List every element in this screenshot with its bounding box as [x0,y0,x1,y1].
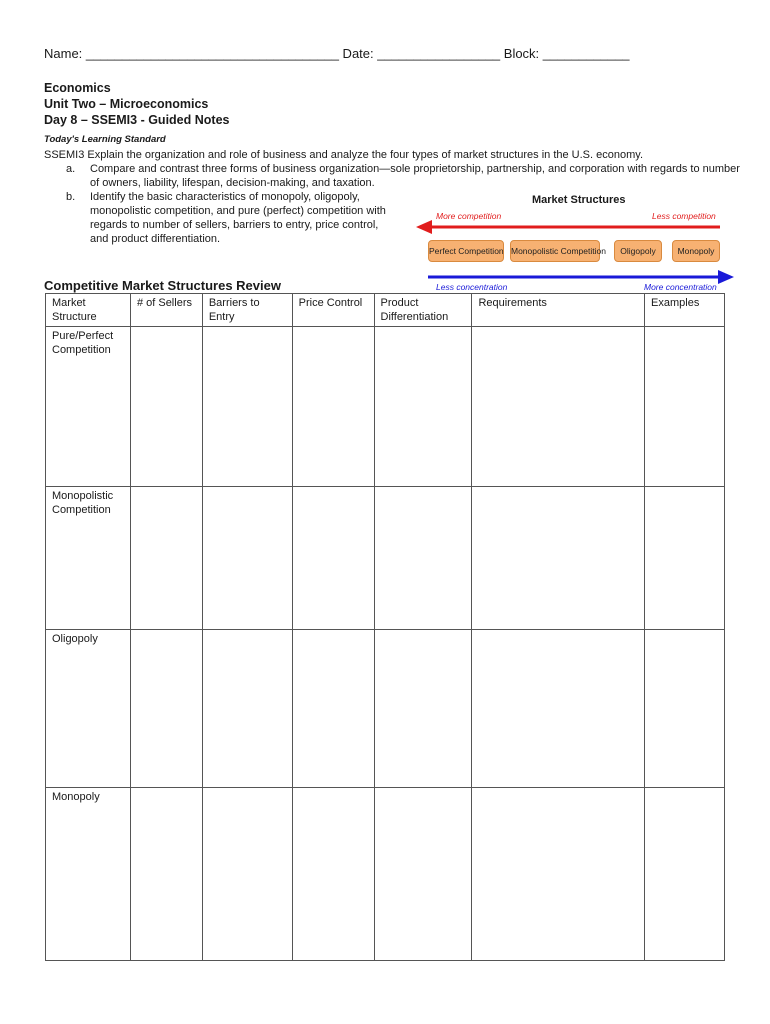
table-cell[interactable] [472,630,645,788]
table-row [46,487,725,630]
list-marker: b. [66,191,76,203]
table-row [46,630,725,788]
diagram-title: Market Structures [532,194,626,206]
table-cell[interactable] [130,327,202,487]
day-title: Day 8 – SSEMI3 - Guided Notes [44,113,230,127]
table-cell[interactable] [472,487,645,630]
table-cell[interactable] [292,630,374,788]
red-arrow-icon [416,220,726,234]
unit-title: Unit Two – Microeconomics [44,97,209,111]
less-competition-label: Less competition [652,211,716,221]
table-cell[interactable] [374,788,472,961]
table-cell[interactable] [202,788,292,961]
standard-heading: Today's Learning Standard [44,134,166,145]
box-oligopoly: Oligopoly [614,240,662,262]
column-header: Product Differentiation [374,294,472,327]
table-cell[interactable] [202,630,292,788]
table-cell[interactable] [202,487,292,630]
table-row [46,788,725,961]
table-cell[interactable] [374,327,472,487]
review-title: Competitive Market Structures Review [44,278,281,293]
table-cell[interactable] [130,487,202,630]
table-cell[interactable] [292,788,374,961]
review-table [45,293,725,961]
table-row [46,327,725,487]
list-item [66,162,745,190]
list-marker: a. [66,163,76,175]
row-label: Pure/Perfect Competition [46,327,131,487]
column-header: Examples [645,294,725,327]
table-cell[interactable] [202,327,292,487]
box-perfect-competition: Perfect Competition [428,240,504,262]
box-monopoly: Monopoly [672,240,720,262]
list-item [66,190,390,246]
standard-text: SSEMI3 Explain the organization and role of business and analyze the four types of market structures in the U.S. economy. [44,149,644,161]
table-cell[interactable] [645,630,725,788]
name-date-block-line[interactable]: Name: ___________________________________ Date: _________________ Block: ____________ [44,46,630,61]
row-label: Monopolistic Competition [46,487,131,630]
table-header-row [46,294,725,327]
more-concentration-label: More concentration [644,282,717,292]
table-cell[interactable] [472,788,645,961]
title-block [44,80,229,128]
column-header: Barriers to Entry [202,294,292,327]
table-cell[interactable] [472,327,645,487]
box-monopolistic-competition: Monopolistic Competition [510,240,600,262]
table-cell[interactable] [292,327,374,487]
more-competition-label: More competition [436,211,502,221]
market-structures-diagram [416,192,736,292]
course-title: Economics [44,81,111,95]
column-header: Market Structure [46,294,131,327]
row-label: Oligopoly [46,630,131,788]
table-cell[interactable] [645,487,725,630]
list-item-text: Identify the basic characteristics of monopoly, oligopoly, monopolistic competition, and pure (perfect) competition with regards to number of sellers, barriers to entry, price control, and product differentiation. [90,191,386,245]
column-header: Price Control [292,294,374,327]
table-cell[interactable] [645,788,725,961]
table-cell[interactable] [374,630,472,788]
table-cell[interactable] [130,788,202,961]
row-label: Monopoly [46,788,131,961]
less-concentration-label: Less concentration [436,282,508,292]
table-cell[interactable] [645,327,725,487]
column-header: # of Sellers [130,294,202,327]
list-item-text: Compare and contrast three forms of business organization—sole proprietorship, partnership, and corporation with regards to number of owners, liability, lifespan, decision-making, and taxation. [90,163,740,189]
table-cell[interactable] [374,487,472,630]
table-cell[interactable] [292,487,374,630]
column-header: Requirements [472,294,645,327]
table-cell[interactable] [130,630,202,788]
